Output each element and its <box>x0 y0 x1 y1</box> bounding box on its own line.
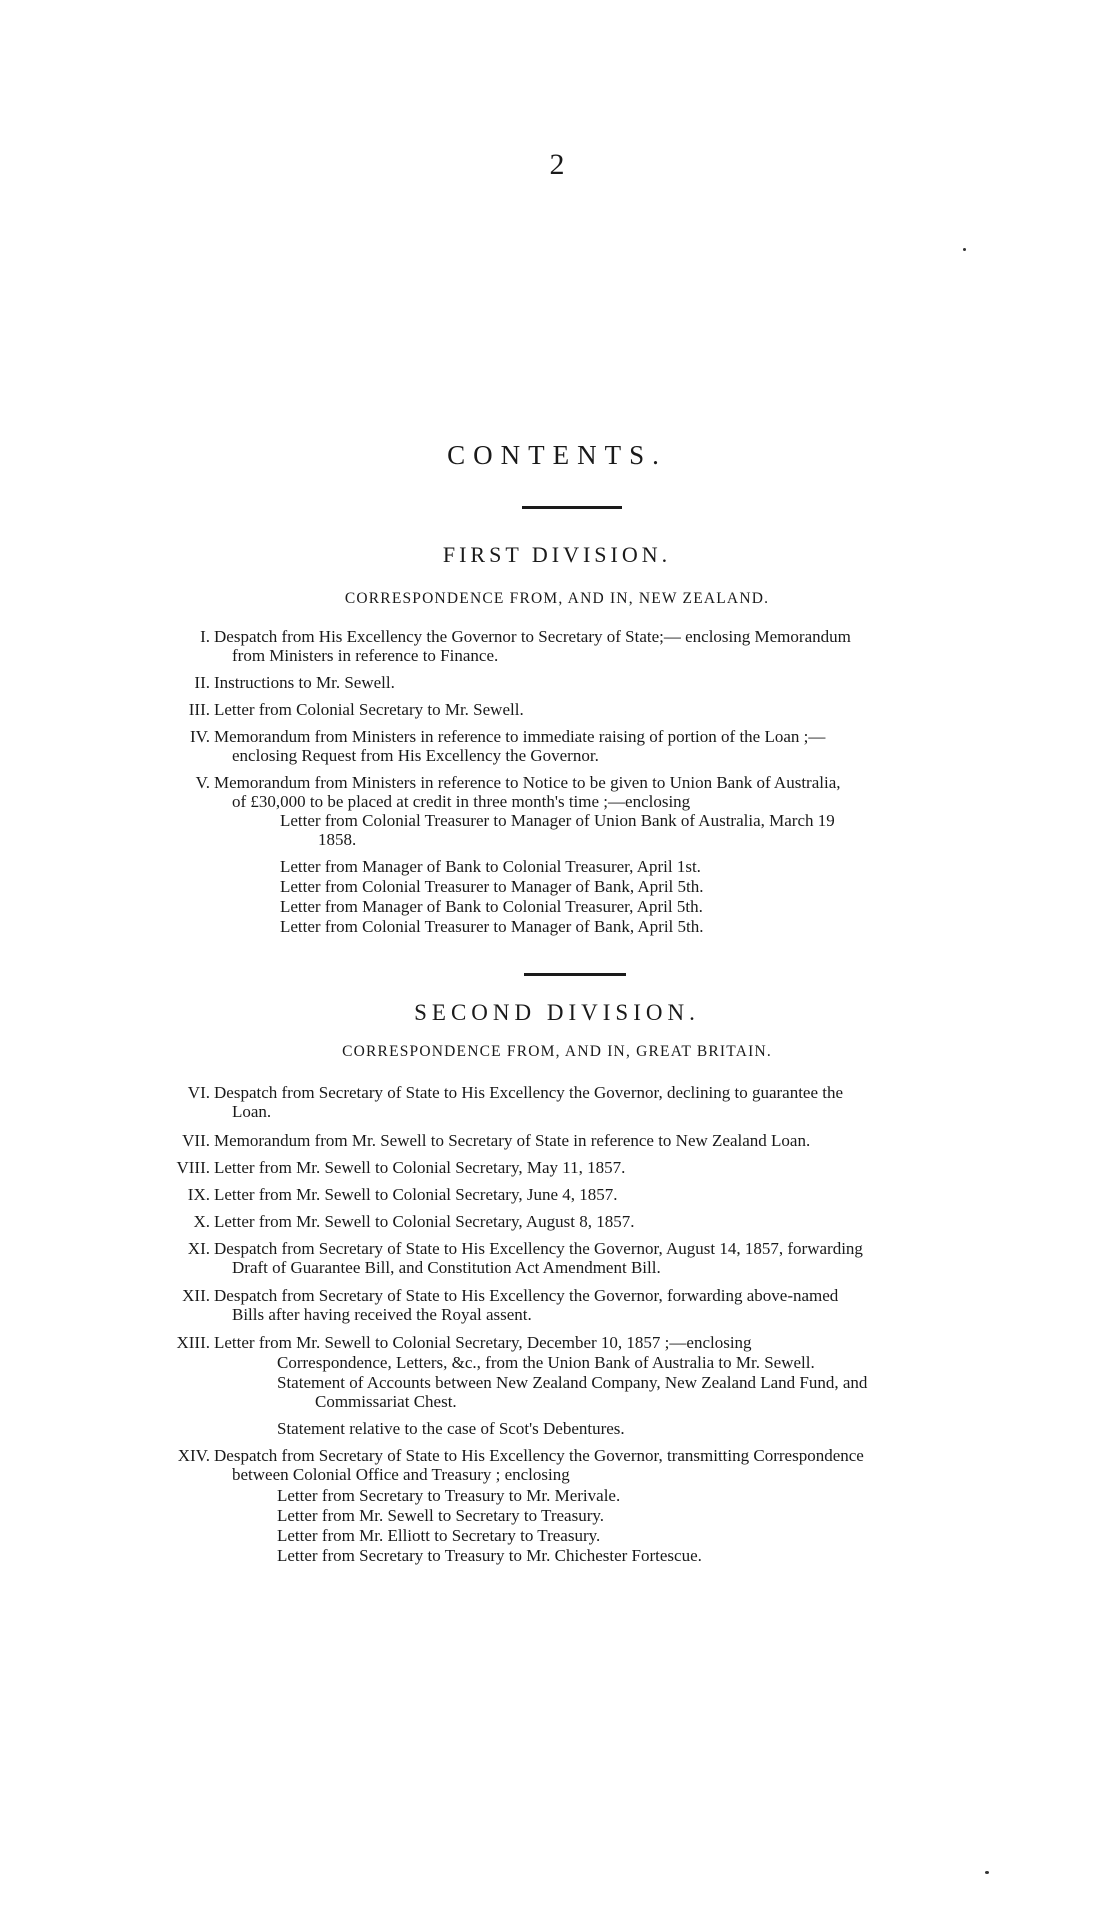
enclosure-item: Letter from Secretary to Treasury to Mr. Chichester Fortescue. <box>277 1546 702 1565</box>
entry-number: II. <box>194 673 210 692</box>
second-division-subheading: CORRESPONDENCE FROM, AND IN, GREAT BRITAIN. <box>342 1043 772 1060</box>
enclosure-item: Letter from Mr. Sewell to Secretary to Treasury. <box>277 1506 605 1525</box>
entry-text: Letter from Mr. Sewell to Colonial Secretary, August 8, 1857. <box>214 1212 635 1231</box>
entry-number: X. <box>193 1212 210 1231</box>
entry-text: Letter from Mr. Sewell to Colonial Secretary, May 11, 1857. <box>214 1158 626 1177</box>
entry-text: Memorandum from Mr. Sewell to Secretary of State in reference to New Zealand Loan. <box>214 1131 811 1150</box>
entry-number: VI. <box>187 1083 210 1102</box>
entry-number: IV. <box>190 727 210 746</box>
entry-text: Letter from Mr. Sewell to Colonial Secretary, December 10, 1857 ;—enclosing <box>214 1333 752 1352</box>
page-number: 2 <box>549 148 565 181</box>
entry-text: Despatch from Secretary of State to His Excellency the Governor, August 14, 1857, forwarding Draft of Guarantee Bill, and Constitution Act Amendment Bill. <box>214 1239 863 1277</box>
enclosure-item: Letter from Colonial Treasurer to Manager of Bank, April 5th. <box>280 917 704 936</box>
ink-speck <box>963 248 966 251</box>
enclosure-item: Letter from Manager of Bank to Colonial Treasurer, April 1st. <box>280 857 701 876</box>
first-division-heading: FIRST DIVISION. <box>442 542 672 567</box>
enclosure-item: Correspondence, Letters, &c., from the Union Bank of Australia to Mr. Sewell. <box>277 1353 815 1372</box>
enclosure-item: Statement of Accounts between New Zealand Company, New Zealand Land Fund, and Commissariat Chest. <box>277 1373 868 1411</box>
page-title: CONTENTS. <box>447 440 667 470</box>
entry-text: Letter from Mr. Sewell to Colonial Secretary, June 4, 1857. <box>214 1185 618 1204</box>
divider-rule <box>522 506 622 509</box>
entry-number: III. <box>188 700 210 719</box>
entry-text: Despatch from His Excellency the Governor to Secretary of State;— enclosing Memorandum from Ministers in reference to Finance. <box>214 627 851 665</box>
second-division-heading: SECOND DIVISION. <box>414 1000 700 1025</box>
entry-number: IX. <box>187 1185 210 1204</box>
entry-text: Memorandum from Ministers in reference to immediate raising of portion of the Loan ;— enclosing Request from His Excellency the Governor. <box>214 727 826 765</box>
entry-text: Letter from Colonial Secretary to Mr. Sewell. <box>214 700 524 719</box>
entry-text: Memorandum from Ministers in reference to Notice to be given to Union Bank of Australia, of £30,000 to be placed at credit in three month's time ;—enclosing <box>214 773 841 811</box>
enclosure-item: Letter from Colonial Treasurer to Manager of Bank, April 5th. <box>280 877 704 896</box>
entry-text: Despatch from Secretary of State to His Excellency the Governor, forwarding above-named Bills after having received the Royal assent. <box>214 1286 839 1324</box>
ink-speck <box>985 1871 989 1874</box>
entry-text: Despatch from Secretary of State to His Excellency the Governor, transmitting Correspondence between Colonial Office and Treasury ; enclosing <box>214 1446 864 1484</box>
entry-number: V. <box>195 773 210 792</box>
divider-rule <box>524 973 626 976</box>
entry-number: XIII. <box>176 1333 210 1352</box>
entry-text: Instructions to Mr. Sewell. <box>214 673 395 692</box>
entry-text: Despatch from Secretary of State to His Excellency the Governor, declining to guarantee the Loan. <box>214 1083 844 1121</box>
entry-number: XIV. <box>177 1446 210 1465</box>
enclosure-item: Statement relative to the case of Scot's Debentures. <box>277 1419 625 1438</box>
entry-number: VIII. <box>176 1158 210 1177</box>
enclosure-item: Letter from Manager of Bank to Colonial Treasurer, April 5th. <box>280 897 703 916</box>
enclosure-item: Letter from Mr. Elliott to Secretary to Treasury. <box>277 1526 601 1545</box>
enclosure-item: Letter from Secretary to Treasury to Mr. Merivale. <box>277 1486 621 1505</box>
entry-number: I. <box>200 627 210 646</box>
entry-number: XI. <box>187 1239 210 1258</box>
first-division-subheading: CORRESPONDENCE FROM, AND IN, NEW ZEALAND. <box>344 590 770 607</box>
entry-number: VII. <box>182 1131 210 1150</box>
enclosure-item: Letter from Colonial Treasurer to Manager of Union Bank of Australia, March 19 1858. <box>280 811 835 849</box>
entry-number: XII. <box>182 1286 210 1305</box>
